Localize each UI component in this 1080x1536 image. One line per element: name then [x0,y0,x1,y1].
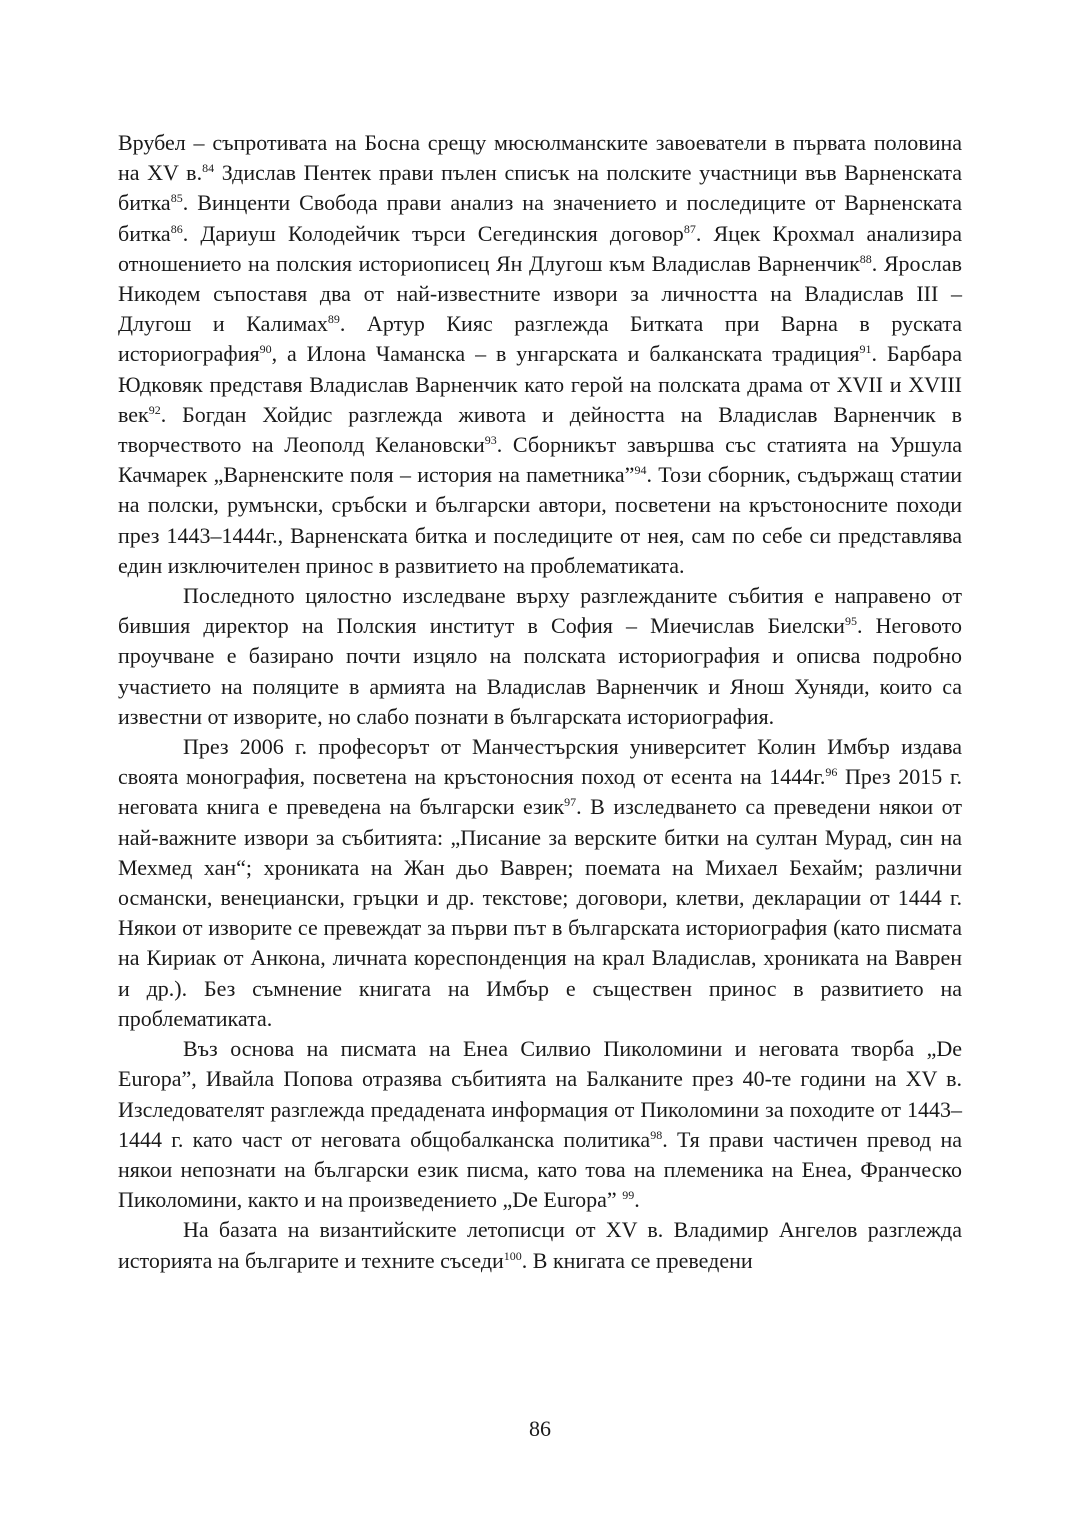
footnote-ref: 100 [503,1248,522,1263]
footnote-ref: 91 [859,342,872,357]
paragraph [118,581,962,732]
text-run: Последното цялостно изследване върху разглежданите събития е направено от бившия директор на Полския институт в София – Миечислав Биелски [118,583,962,639]
body-text [118,128,962,1276]
paragraph [118,1034,962,1215]
text-run: Въз основа на писмата на Енеа Силвио Пиколомини и неговата творба „De Europa”, Ивайла Попова отразява събитията на Балканите през 40-те години на XV в. Изследователят разглежда предадената информация от Пиколомини за походите от 1443–1444 г. като част от неговата общобалканска политика [118,1036,962,1152]
text-run: . Ярослав Никодем съпоставя два от най-известните извори за личността на Владислав III – Длугош и Калимах [118,250,962,337]
footnote-ref: 94 [634,463,647,478]
text-run: На базата на византийските летописци от XV в. Владимир Ангелов разглежда историята на българите и техните съседи [118,1217,962,1273]
text-run: Врубел – съпротивата на Босна срещу мюсюлманските завоеватели в първата половина на XV в. [118,130,962,186]
text-run: . [634,1187,640,1213]
footnote-ref: 86 [170,221,183,236]
footnote-ref: 84 [202,161,215,176]
text-run: . Богдан Хойдис разглежда живота и дейността на Владислав Варненчик в творчеството на Леополд Келановски [118,401,962,458]
text-run: . В книгата се преведени [521,1247,753,1273]
text-run: , а Илона Чаманска – в унгарската и балканската традиция [271,341,860,367]
footnote-ref: 92 [148,402,161,417]
footnote-ref: 97 [564,795,577,810]
text-run: . Неговото проучване е базирано почти изцяло на полската историография и описва подробно участието на поляците в армията на Владислав Варненчик и Янош Хуняди, които са известни от изворите, но слабо познати в българската историография. [118,613,963,729]
paragraph [118,128,962,581]
paragraph [118,732,962,1034]
text-run: . Дариуш Колодейчик търси Сегединския договор [182,220,684,246]
footnote-ref: 99 [622,1188,635,1203]
page-number: 86 [529,1416,551,1441]
footnote-ref: 96 [825,765,838,780]
text-run: През 2015 г. неговата книга е преведена на български език [118,764,962,820]
footnote-ref: 89 [327,312,340,327]
text-run: Здислав Пентек прави пълен списък на полските участници във Варненската битка [118,160,962,216]
footnote-ref: 88 [859,251,872,266]
footnote-ref: 93 [484,433,497,448]
text-run: . Винценти Свобода прави анализ на значението и последиците от Варненската битка [118,190,962,246]
paragraph [118,1215,962,1275]
text-run: . В изследването са преведени някои от най-важните извори за събитията: „Писание за верските битки на султан Мурад, син на Мехмед хан“; хрониката на Жан дьо Ваврен; поемата на Михаел Бехайм; различни османски, венециански, гръцки и др. текстове; договори, клетви, декларации от 1444 г. Някои от изворите се превеждат за първи път в българската историография (като писмата на Кириак от Анкона, личната кореспонденция на крал Владислав, хрониката на Ваврен и др.). Без съмнение книгата на Имбър е съществен принос в развитието на проблематиката. [118,794,962,1031]
footnote-ref: 85 [170,191,183,206]
footnote-ref: 95 [844,614,857,629]
footnote-ref: 90 [259,342,272,357]
text-run: . Барбара Юдковяк представя Владислав Варненчик като герой на полската драма от XVII и XVIII век [118,341,962,427]
text-run: . Сборникът завършва със статията на Уршула Качмарек „Варненските поля – история на паметника” [118,432,962,488]
text-run: . Артур Кияс разглежда Битката при Варна в руската историография [118,311,962,367]
footnote-ref: 98 [650,1127,663,1142]
footnote-ref: 87 [683,221,696,236]
text-run: . Тя прави частичен превод на някои непознати на български език писма, като това на племеника на Енеа, Франческо Пиколомини, както и на произведението „De Europa” [118,1126,962,1213]
text-run: През 2006 г. професорът от Манчестърския университет Колин Имбър издава своята монография, посветена на кръстоносния поход от есента на 1444г. [118,734,962,790]
text-run: . Този сборник, съдържащ статии на полски, румънски, сръбски и български автори, посветени на кръстоносните походи през 1443–1444г., Варненската битка и последиците от нея, сам по себе си представлява един изключителен принос в развитието на проблематиката. [118,462,962,578]
text-run: . Яцек Крохмал анализира отношението на полския историописец Ян Длугош към Владислав Варненчик [118,220,962,276]
